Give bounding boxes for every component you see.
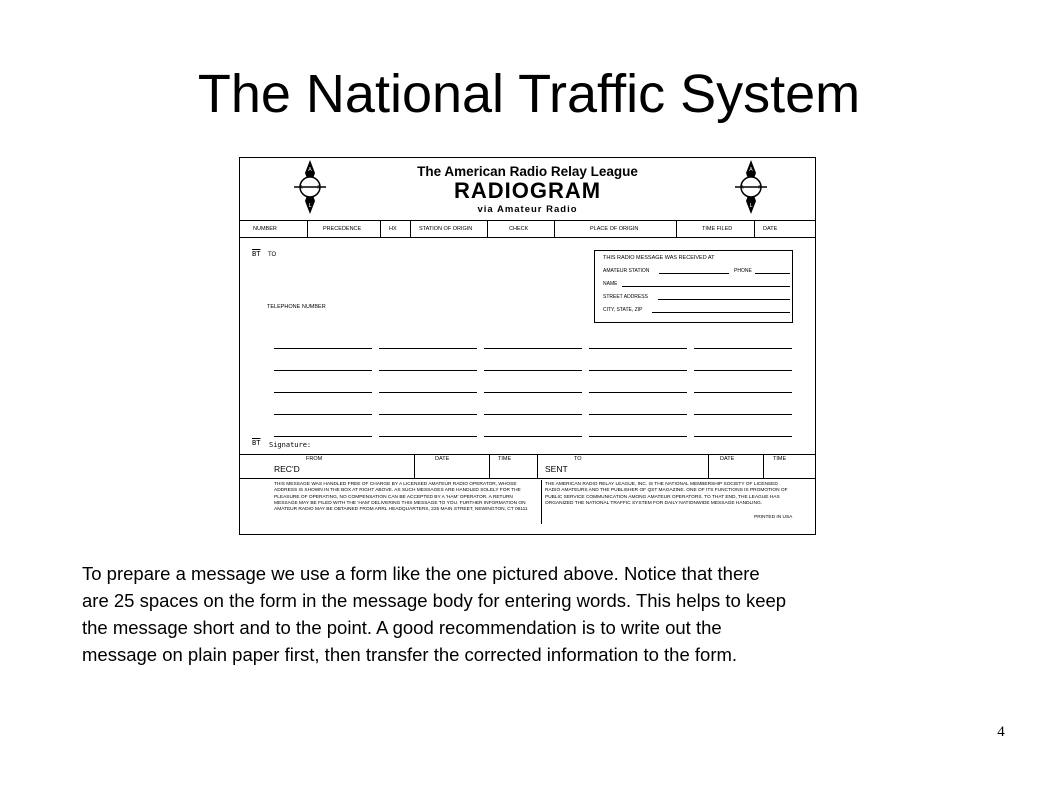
word-line: [274, 370, 372, 371]
preamble-place-origin-label: PLACE OF ORIGIN: [590, 226, 639, 232]
footer-bottom-rule: [240, 478, 815, 479]
footer-from-label: FROM: [306, 456, 323, 462]
preamble-divider: [307, 220, 308, 237]
received-title: THIS RADIO MESSAGE WAS RECEIVED AT: [603, 255, 715, 261]
footer-date-label-left: DATE: [435, 456, 450, 462]
word-line: [589, 370, 687, 371]
preamble-bottom-rule: [240, 237, 815, 238]
name-label: NAME: [603, 281, 618, 287]
caption-line: the message short and to the point. A good recommendation is to write out the: [82, 617, 722, 638]
preamble-top-rule: [240, 220, 815, 221]
form-subtitle: via Amateur Radio: [477, 204, 578, 215]
footer-divider: [537, 454, 538, 478]
footer-divider: [414, 454, 415, 478]
word-line: [274, 392, 372, 393]
svg-text:L: L: [308, 203, 312, 209]
svg-text:R: R: [299, 185, 303, 191]
slide-title: The National Traffic System: [197, 64, 861, 124]
recd-label: REC'D: [274, 464, 300, 474]
preamble-precedence-label: PRECEDENCE: [323, 226, 362, 232]
word-line: [274, 414, 372, 415]
word-line: [694, 392, 792, 393]
footer-time-label-left: TIME: [498, 456, 512, 462]
word-line: [484, 414, 582, 415]
name-line: [622, 286, 790, 287]
to-label: TO: [268, 252, 277, 258]
phone-line: [755, 273, 790, 274]
bt-marker-top: $\overline{BT}$: [252, 250, 261, 258]
word-line: [484, 392, 582, 393]
page-number: 4: [997, 724, 1005, 740]
preamble-check-label: CHECK: [509, 226, 529, 232]
form-organization: The American Radio Relay League: [417, 164, 638, 179]
telephone-label: TELEPHONE NUMBER: [267, 304, 326, 310]
phone-label: PHONE: [734, 268, 752, 274]
caption-line: To prepare a message we use a form like the one pictured above. Notice that there: [82, 563, 760, 584]
street-address-label: STREET ADDRESS: [603, 294, 648, 300]
word-line: [379, 392, 477, 393]
svg-text:A: A: [308, 167, 312, 173]
city-state-zip-line: [652, 312, 790, 313]
word-line: [589, 436, 687, 437]
bt-marker-bottom: $\overline{BT}$: [252, 439, 261, 447]
word-line: [379, 370, 477, 371]
preamble-number-label: NUMBER: [253, 226, 277, 232]
word-line: [589, 414, 687, 415]
word-line: [379, 414, 477, 415]
street-address-line: [658, 299, 790, 300]
sent-label: SENT: [545, 464, 568, 474]
preamble-divider: [676, 220, 677, 237]
preamble-divider: [754, 220, 755, 237]
amateur-station-label: AMATEUR STATION: [603, 268, 650, 274]
preamble-divider: [487, 220, 488, 237]
preamble-hx-label: HX: [389, 226, 397, 232]
notice-divider: [541, 480, 542, 524]
radiogram-form: [239, 157, 816, 535]
received-at-box: [594, 250, 793, 323]
footer-divider: [763, 454, 764, 478]
word-line: [694, 348, 792, 349]
city-state-zip-label: CITY, STATE, ZIP: [603, 307, 643, 313]
word-line: [694, 436, 792, 437]
svg-text:A: A: [749, 167, 753, 173]
word-line: [484, 370, 582, 371]
footer-date-label-right: DATE: [720, 456, 735, 462]
footer-top-rule: [240, 454, 815, 455]
word-line: [589, 392, 687, 393]
form-title: RADIOGRAM: [453, 178, 602, 203]
svg-text:L: L: [749, 203, 753, 209]
preamble-divider: [410, 220, 411, 237]
word-line: [589, 348, 687, 349]
svg-text:R: R: [740, 185, 744, 191]
word-line: [274, 436, 372, 437]
svg-text:R: R: [317, 185, 321, 191]
word-line: [484, 436, 582, 437]
notice-right: THE AMERICAN RADIO RELAY LEAGUE, INC. IS THE NATIONAL MEMBERSHIP SOCIETY OF LICENSED RADIO AMATEURS AND THE PUBLISHER OF QST MAGAZINE. ONE OF ITS FUNCTIONS IS PROMOTION OF PUBLIC SERVICE COMMUNICATION AMONG AMATEUR OPERATORS. TO THAT END, THE LEAGUE HAS ORGANIZED THE NATIONAL TRAFFIC SYSTEM FOR DAILY NATIONWIDE MESSAGE HANDLING.: [545, 482, 788, 506]
preamble-time-filed-label: TIME FILED: [702, 226, 733, 232]
footer-divider: [708, 454, 709, 478]
printed-in-usa: PRINTED IN USA: [754, 515, 793, 520]
preamble-date-label: DATE: [763, 226, 778, 232]
word-line: [694, 370, 792, 371]
signature-label: Signature:: [269, 441, 312, 449]
preamble-divider: [380, 220, 381, 237]
word-line: [484, 348, 582, 349]
word-line: [274, 348, 372, 349]
word-line: [694, 414, 792, 415]
caption-line: are 25 spaces on the form in the message body for entering words. This helps to keep: [82, 590, 787, 611]
caption-line: message on plain paper first, then transfer the corrected information to the form.: [82, 644, 738, 665]
amateur-station-line: [659, 273, 729, 274]
preamble-divider: [554, 220, 555, 237]
word-line: [379, 436, 477, 437]
notice-left: THIS MESSAGE WAS HANDLED FREE OF CHARGE BY A LICENSED AMATEUR RADIO OPERATOR, WHOSE ADDRESS IS SHOWN IN THE BOX AT RIGHT ABOVE. AS SUCH MESSAGES ARE HANDLED SOLELY FOR THE PLEASURE OF OPERATING, NO COMPENSATION CAN BE ACCEPTED BY A 'HAM' OPERATOR. A RETURN MESSAGE MAY BE FILED WITH THE 'HAM' DELIVERING THIS MESSAGE TO YOU. FURTHER INFORMATION ON AMATEUR RADIO MAY BE OBTAINED FROM ARRL HEADQUARTERS, 225 MAIN STREET, NEWINGTON, CT 06111: [274, 482, 528, 513]
footer-to-label: TO: [574, 456, 582, 462]
svg-text:R: R: [758, 185, 762, 191]
footer-divider: [489, 454, 490, 478]
word-line: [379, 348, 477, 349]
slide-caption: [82, 560, 1042, 668]
preamble-station-origin-label: STATION OF ORIGIN: [419, 226, 473, 232]
footer-time-label-right: TIME: [773, 456, 787, 462]
